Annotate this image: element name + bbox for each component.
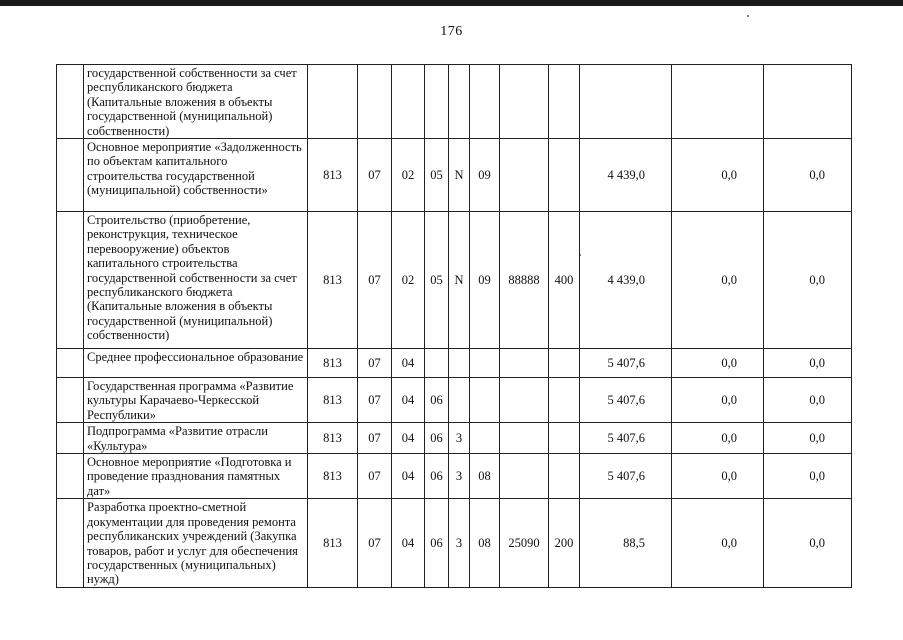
row-description: Государственная программа «Развитие культуры Карачаево-Черкесской Республики» <box>84 378 308 423</box>
amount-year-2: 0,0 <box>672 378 764 423</box>
amount-year-2: 0,0 <box>672 139 764 212</box>
amount-year-3: 0,0 <box>764 349 852 378</box>
program-code: 06 <box>425 454 449 499</box>
section-code: 07 <box>358 349 392 378</box>
amount-year-2 <box>672 65 764 139</box>
direction-code <box>500 454 549 499</box>
ministry-code: 813 <box>308 349 358 378</box>
row-number-cell <box>57 139 84 212</box>
expense-type-code <box>549 454 580 499</box>
amount-year-2: 0,0 <box>672 454 764 499</box>
direction-code <box>500 349 549 378</box>
subprogram-code <box>449 378 470 423</box>
subprogram-code: 3 <box>449 499 470 588</box>
activity-code: 08 <box>470 499 500 588</box>
subsection-code: 04 <box>392 454 425 499</box>
row-number-cell <box>57 349 84 378</box>
activity-code <box>470 65 500 139</box>
row-number-cell <box>57 212 84 349</box>
expense-type-code <box>549 423 580 454</box>
amount-year-3: 0,0 <box>764 499 852 588</box>
amount-year-1 <box>580 65 672 139</box>
ministry-code: 813 <box>308 499 358 588</box>
activity-code <box>470 378 500 423</box>
amount-year-1: 5 407,6 <box>580 454 672 499</box>
section-code: 07 <box>358 499 392 588</box>
section-code: 07 <box>358 454 392 499</box>
program-code: 06 <box>425 423 449 454</box>
section-code: 07 <box>358 378 392 423</box>
subprogram-code: 3 <box>449 423 470 454</box>
expense-type-code: 400 <box>549 212 580 349</box>
subprogram-code <box>449 65 470 139</box>
program-code: 06 <box>425 378 449 423</box>
amount-year-1: 4 439,0 <box>580 139 672 212</box>
ministry-code: 813 <box>308 378 358 423</box>
amount-year-2: 0,0 <box>672 499 764 588</box>
amount-year-3: 0,0 <box>764 139 852 212</box>
section-code: 07 <box>358 139 392 212</box>
subsection-code: 04 <box>392 499 425 588</box>
amount-year-1: 5 407,6 <box>580 423 672 454</box>
program-code: 05 <box>425 139 449 212</box>
row-description: Среднее профессиональное образование <box>84 349 308 378</box>
amount-year-3: 0,0 <box>764 423 852 454</box>
subsection-code: 04 <box>392 349 425 378</box>
subprogram-code: N <box>449 212 470 349</box>
amount-year-2: 0,0 <box>672 212 764 349</box>
page-number: 176 <box>440 24 463 39</box>
amount-year-2: 0,0 <box>672 423 764 454</box>
row-description: Основное мероприятие «Подготовка и проведение празднования памятных дат» <box>84 454 308 499</box>
table-row <box>57 499 852 588</box>
ministry-code: 813 <box>308 454 358 499</box>
table-row <box>57 212 852 349</box>
direction-code: 88888 <box>500 212 549 349</box>
scan-speck <box>747 15 749 17</box>
row-description: Основное мероприятие «Задолженность по объектам капитального строительства государственной (муниципальной) собственности» <box>84 139 308 212</box>
expense-type-code <box>549 378 580 423</box>
expense-type-code <box>549 349 580 378</box>
direction-code <box>500 65 549 139</box>
row-number-cell <box>57 499 84 588</box>
section-code: 07 <box>358 423 392 454</box>
amount-year-3: 0,0 <box>764 378 852 423</box>
row-description: государственной собственности за счет республиканского бюджета (Капитальные вложения в объекты государственной (муниципальной) собственности) <box>84 65 308 139</box>
amount-year-1: 4 439,0 <box>580 212 672 349</box>
program-code: 06 <box>425 499 449 588</box>
activity-code: 09 <box>470 139 500 212</box>
row-number-cell <box>57 378 84 423</box>
subsection-code <box>392 65 425 139</box>
activity-code <box>470 349 500 378</box>
ministry-code: 813 <box>308 423 358 454</box>
ministry-code <box>308 65 358 139</box>
table-body <box>57 65 852 588</box>
amount-year-3: 0,0 <box>764 212 852 349</box>
expense-type-code <box>549 139 580 212</box>
row-number-cell <box>57 454 84 499</box>
budget-table <box>56 64 852 588</box>
section-code: 07 <box>358 212 392 349</box>
ministry-code: 813 <box>308 139 358 212</box>
table-row <box>57 65 852 139</box>
amount-year-1: 5 407,6 <box>580 378 672 423</box>
direction-code <box>500 423 549 454</box>
activity-code <box>470 423 500 454</box>
direction-code: 25090 <box>500 499 549 588</box>
table-row <box>57 378 852 423</box>
subsection-code: 04 <box>392 423 425 454</box>
amount-year-3 <box>764 65 852 139</box>
row-description: Строительство (приобретение, реконструкция, техническое перевооружение) объектов капитального строительства государственной собственности за счет республиканского бюджета (Капитальные вложения в объекты государственной (муниципальной) собственности) <box>84 212 308 349</box>
row-description: Разработка проектно-сметной документации для проведения ремонта республиканских учреждений (Закупка товаров, работ и услуг для обеспечения государственных (муниципальных) нужд) <box>84 499 308 588</box>
subsection-code: 02 <box>392 139 425 212</box>
activity-code: 08 <box>470 454 500 499</box>
expense-type-code: 200 <box>549 499 580 588</box>
program-code: 05 <box>425 212 449 349</box>
direction-code <box>500 139 549 212</box>
subsection-code: 02 <box>392 212 425 349</box>
table-row <box>57 139 852 212</box>
subprogram-code <box>449 349 470 378</box>
subsection-code: 04 <box>392 378 425 423</box>
direction-code <box>500 378 549 423</box>
expense-type-code <box>549 65 580 139</box>
ministry-code: 813 <box>308 212 358 349</box>
program-code <box>425 349 449 378</box>
row-number-cell <box>57 65 84 139</box>
amount-year-1: 88,5 <box>580 499 672 588</box>
activity-code: 09 <box>470 212 500 349</box>
amount-year-3: 0,0 <box>764 454 852 499</box>
table-row <box>57 349 852 378</box>
amount-year-1: 5 407,6 <box>580 349 672 378</box>
table-row <box>57 423 852 454</box>
table-row <box>57 454 852 499</box>
program-code <box>425 65 449 139</box>
section-code <box>358 65 392 139</box>
amount-year-2: 0,0 <box>672 349 764 378</box>
subprogram-code: 3 <box>449 454 470 499</box>
subprogram-code: N <box>449 139 470 212</box>
row-number-cell <box>57 423 84 454</box>
scan-top-border <box>0 0 903 6</box>
row-description: Подпрограмма «Развитие отрасли «Культура» <box>84 423 308 454</box>
